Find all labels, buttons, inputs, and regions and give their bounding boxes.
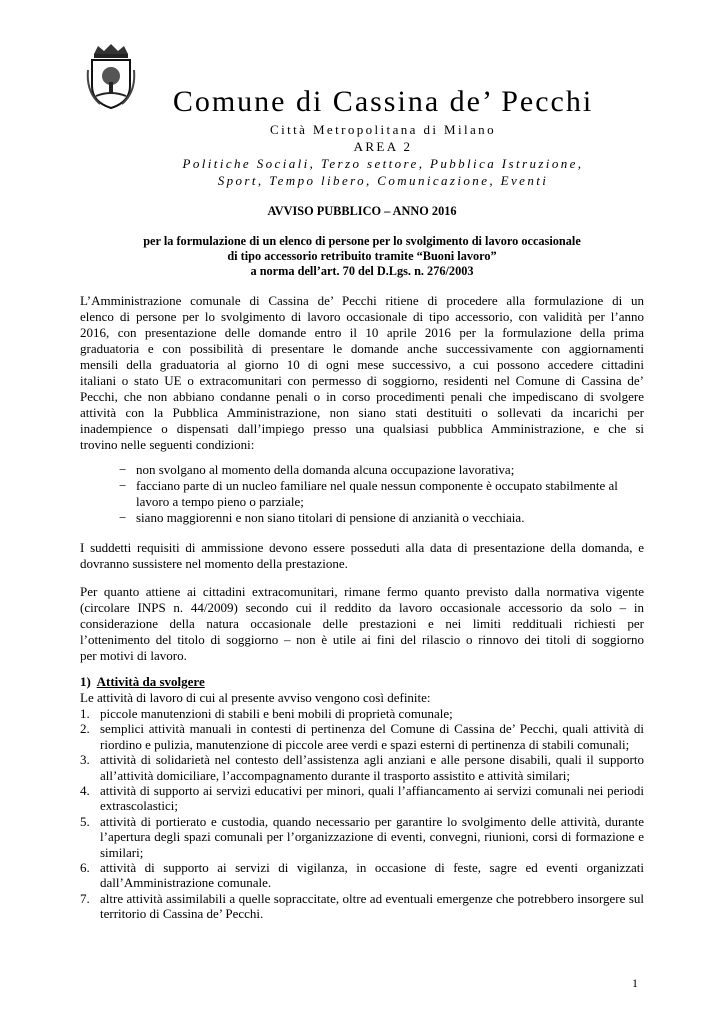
dash-bullet-icon: −	[119, 462, 127, 477]
requirements-line: I suddetti requisiti di ammissione devono essere posseduti alla data di presentazione della domanda, e	[80, 540, 644, 555]
intro-line: elenco di persone per lo svolgimento di lavoro occasionale di tipo accessorio, con validità per l’anno	[80, 309, 644, 324]
condition-item	[116, 510, 644, 526]
notice-subtitle-2: di tipo accessorio retribuito tramite “Buoni lavoro”	[227, 249, 497, 263]
dash-bullet-icon: −	[119, 478, 127, 493]
department-line-2: Sport, Tempo libero, Comunicazione, Eventi	[217, 173, 549, 188]
intro-line: graduatoria e con possibilità di presentare le domande anche successivamente con aggiornamenti	[80, 341, 644, 356]
activity-item	[80, 706, 644, 721]
activity-number: 2.	[80, 721, 90, 737]
activity-item	[80, 783, 644, 814]
area-label: AREA 2	[353, 139, 413, 154]
section-title: Attività da svolgere	[96, 674, 205, 689]
metro-city: Città Metropolitana di Milano	[270, 122, 496, 137]
notice-title: AVVISO PUBBLICO – ANNO 2016	[267, 204, 457, 218]
municipal-crest-icon	[86, 42, 136, 110]
foreign-line: per motivi di lavoro.	[80, 648, 187, 663]
activity-text: attività di supporto ai servizi di vigilanza, in occasione di feste, sagre ed eventi organizzati dall’Amministrazione comunale.	[100, 860, 644, 891]
activity-text: attività di supporto ai servizi educativi per minori, quali l’affiancamento ai servizi comunali nei periodi extrascolastici;	[100, 783, 644, 814]
activity-number: 3.	[80, 752, 90, 768]
page-number: 1	[632, 976, 638, 990]
intro-line: inadempience o dispensati dall’impiego presso una qualsiasi pubblica Amministrazione, e che si	[80, 421, 644, 436]
requirements-paragraph	[80, 540, 644, 572]
dash-bullet-icon: −	[119, 510, 127, 525]
activity-text: attività di portierato e custodia, quando necessario per garantire lo svolgimento delle attività, durante l’apertura degli spazi comunali per l’organizzazione di eventi, convegni, riunioni, corsi di formazione e similari;	[100, 813, 644, 860]
town-name: Comune di Cassina de’ Pecchi	[172, 85, 594, 118]
activity-item	[80, 752, 644, 783]
activity-number: 6.	[80, 860, 90, 876]
activity-item	[80, 891, 644, 922]
condition-item	[116, 462, 644, 478]
intro-line: L’Amministrazione comunale di Cassina de’ Pecchi ritiene di procedere alla formulazione di un	[80, 293, 644, 308]
condition-text: facciano parte di un nucleo familiare nel quale nessun componente è occupato stabilmente al lavoro a tempo pieno o parziale;	[136, 478, 618, 509]
intro-line: trovino nelle seguenti condizioni:	[80, 437, 255, 452]
condition-item	[116, 478, 644, 510]
condition-text: non svolgano al momento della domanda alcuna occupazione lavorativa;	[136, 462, 515, 477]
section-1-lead: Le attività di lavoro di cui al presente avviso vengono così definite:	[80, 690, 431, 705]
activity-text: piccole manutenzioni di stabili e beni mobili di proprietà comunale;	[100, 706, 453, 721]
section-1-heading	[80, 674, 205, 690]
activity-text: attività di solidarietà nel contesto dell’assistenza agli anziani e alle persone disabili, quali il supporto all’attività domiciliare, l’accompagnamento durante il trasporto assistito e attività similari;	[100, 752, 644, 783]
requirements-line: dovranno sussistere nel momento della prestazione.	[80, 556, 348, 571]
activity-item	[80, 721, 644, 752]
activity-text: altre attività assimilabili a quelle sopraccitate, oltre ad eventuali emergenze che potrebbero insorgere sul territorio di Cassina de’ Pecchi.	[100, 890, 644, 922]
foreign-line: l’ottenimento del titolo di soggiorno – non è utile ai fini del rilascio o rinnovo dei titoli di soggiorno	[80, 632, 644, 647]
activity-text: semplici attività manuali in contesti di pertinenza del Comune di Cassina de’ Pecchi, quali attività di riordino e pulizia, manutenzione di piccole aree verdi e spazi esterni di pertinenza di stabili comunali;	[100, 721, 644, 752]
activity-number: 1.	[80, 706, 90, 721]
activity-number: 7.	[80, 890, 90, 906]
intro-line: 2016, con presentazione delle domande entro il 10 aprile 2016 per la formulazione della prima	[80, 325, 644, 340]
activities-list	[80, 706, 644, 922]
activity-item	[80, 860, 644, 891]
activity-number: 4.	[80, 783, 90, 799]
notice-subtitle-3: a norma dell’art. 70 del D.Lgs. n. 276/2003	[250, 264, 474, 278]
activity-item	[80, 814, 644, 860]
foreign-line: considerazione della natura occasionale delle prestazioni e nei limiti reddituali richiesti per	[80, 616, 644, 631]
intro-paragraph	[80, 293, 644, 453]
department-line-1: Politiche Sociali, Terzo settore, Pubblica Istruzione,	[182, 156, 584, 171]
section-number: 1)	[80, 674, 91, 689]
foreign-line: Per quanto attiene ai cittadini extracomunitari, rimane fermo quanto previsto dalla normativa vigente	[80, 584, 644, 599]
foreign-citizens-paragraph	[80, 584, 644, 664]
notice-subtitle-1: per la formulazione di un elenco di persone per lo svolgimento di lavoro occasionale	[143, 234, 581, 248]
foreign-line: (circolare INPS n. 44/2009) secondo cui il reddito da lavoro occasionale accessorio da solo – in	[80, 600, 644, 615]
conditions-list	[116, 462, 644, 526]
condition-text: siano maggiorenni e non siano titolari di pensione di anzianità o vecchiaia.	[136, 510, 525, 525]
intro-line: Pecchi, che non abbiano condanne penali o in corso procedimenti penali che impediscano di svolgere	[80, 389, 644, 404]
intro-line: attività con la Pubblica Amministrazione, non siano stati destituiti o sollevati da incarichi per	[80, 405, 644, 420]
activity-number: 5.	[80, 813, 90, 829]
intro-line: italiani o stato UE o extracomunitari con permesso di soggiorno, residenti nel Comune di Cassina de’	[80, 373, 644, 388]
intro-line: mensili della graduatoria al giorno 10 di ogni mese successivo, a cui possono accedere cittadini	[80, 357, 644, 372]
